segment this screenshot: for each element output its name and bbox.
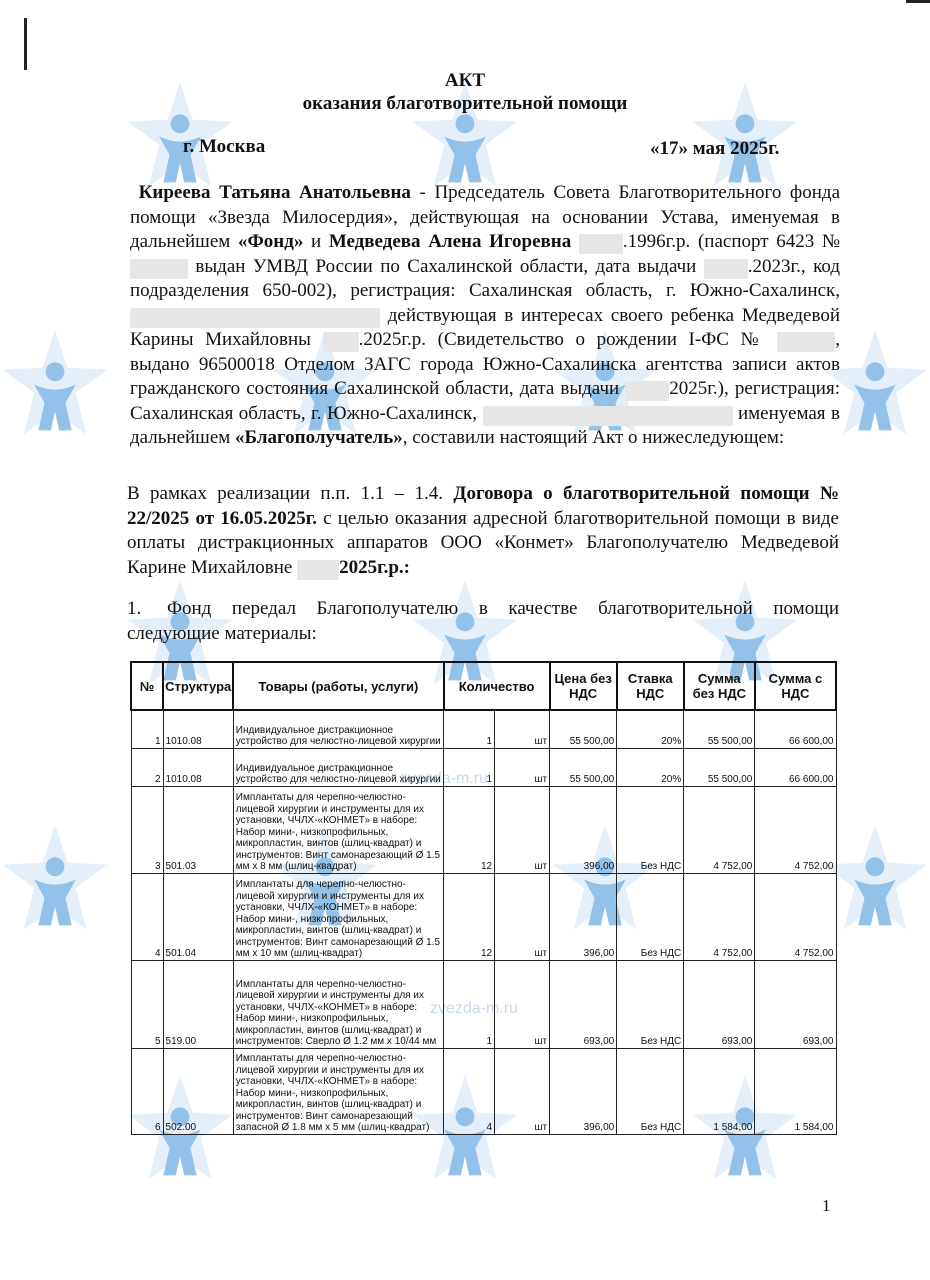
goods-table <box>130 661 837 1135</box>
table-row <box>131 960 836 1048</box>
intro-text: .2023г., код подразделения 650-002), регистрация: Сахалинская область, г. Южно-Сахалинск, <box>130 255 840 301</box>
cell-structure: 519.00 <box>163 960 233 1048</box>
document-subtitle: оказания благотворительной помощи <box>302 93 628 114</box>
intro-text: , выдано 96500018 Отделом ЗАГС города Южно-Сахалинска агентства записи актов гражданского состояния Сахалинской области, дата выдачи <box>130 329 840 399</box>
intro-text: 2025г.), регистрация: Сахалинская область, г. Южно-Сахалинск, <box>130 378 840 424</box>
table-row <box>131 873 836 960</box>
cell-num: 4 <box>131 873 163 960</box>
cell-price: 55 500,00 <box>550 748 617 786</box>
cell-price: 396,00 <box>550 786 617 873</box>
contract-reference: Договора о благотворительной помощи № 22/2025 от 16.05.2025г. <box>127 483 840 529</box>
cell-sum-vat: 66 600,00 <box>755 710 836 748</box>
recipient-alias: «Благополучатель» <box>235 427 403 448</box>
intro-text: .1996г.р. (паспорт 6423 № <box>622 231 840 252</box>
contract-paragraph <box>127 482 839 580</box>
col-header-sum-no-vat: Сумма без НДС <box>684 662 755 710</box>
cell-price: 396,00 <box>550 1048 617 1134</box>
intro-text: именуемая в дальнейшем <box>130 402 840 448</box>
watermark-text: zvezda-m.ru <box>430 1000 519 1017</box>
contract-text: с целью оказания адресной благотворительной помощи в виде оплаты дистракционных аппаратов ООО «Конмет» Благополучателю Медведевой Карине Михайловне <box>127 507 839 578</box>
cell-structure: 502.00 <box>163 1048 233 1134</box>
list-item <box>127 597 839 646</box>
cell-qty: 1 <box>444 960 495 1048</box>
cell-vat-rate: Без НДС <box>617 1048 684 1134</box>
list-item-number: 1. <box>127 598 142 619</box>
redacted-field <box>579 234 623 254</box>
scan-edge-mark <box>24 18 27 70</box>
redacted-field <box>625 381 669 401</box>
cell-num: 3 <box>131 786 163 873</box>
cell-sum-no-vat: 1 584,00 <box>684 1048 755 1134</box>
cell-num: 5 <box>131 960 163 1048</box>
cell-description: Индивидуальное дистракционное устройство для челюстно-лицевой хирургии <box>233 748 443 786</box>
cell-sum-no-vat: 55 500,00 <box>684 748 755 786</box>
cell-qty: 12 <box>444 873 495 960</box>
col-header-goods: Товары (работы, услуги) <box>233 662 443 710</box>
cell-sum-vat: 693,00 <box>755 960 836 1048</box>
cell-structure: 501.04 <box>163 873 233 960</box>
table-row <box>131 710 836 748</box>
cell-qty: 1 <box>444 710 495 748</box>
cell-description: Имплантаты для черепно-челюстно-лицевой хирургии и инструменты для их установки, ЧЧЛХ-«КОНМЕТ» в наборе: Набор мини-, низкопрофильных, микропластин, винтов (шлиц-квадрат) и инструментов: Винт самонарезающий Ø 1.5 мм x 8 мм (шлиц-квадрат) <box>233 786 443 873</box>
cell-vat-rate: Без НДС <box>617 873 684 960</box>
cell-structure: 1010.08 <box>163 748 233 786</box>
cell-vat-rate: Без НДС <box>617 786 684 873</box>
cell-unit: шт <box>495 873 550 960</box>
intro-text: .2025г.р. (Свидетельство о рождении I-ФС № <box>358 329 778 350</box>
contract-text: В рамках реализации п.п. 1.1 – 1.4. <box>127 483 454 504</box>
intro-text: , составили настоящий Акт о нижеследующем: <box>402 427 785 448</box>
recipient-name: Медведева Алена Игоревна <box>328 231 572 252</box>
redacted-field <box>130 308 380 328</box>
cell-price: 55 500,00 <box>550 710 617 748</box>
cell-sum-vat: 66 600,00 <box>755 748 836 786</box>
cell-vat-rate: 20% <box>617 710 684 748</box>
redacted-field <box>323 332 359 352</box>
col-header-price: Цена без НДС <box>550 662 617 710</box>
col-header-rate: Ставка НДС <box>617 662 684 710</box>
cell-sum-vat: 4 752,00 <box>755 873 836 960</box>
intro-text: - Председатель Совета Благотворительного фонда помощи «Звезда Милосердия», действующая на основании Устава, именуемая в дальнейшем <box>130 182 841 252</box>
redacted-field <box>130 259 188 279</box>
table-row <box>131 786 836 873</box>
cell-sum-vat: 4 752,00 <box>755 786 836 873</box>
cell-unit: шт <box>495 786 550 873</box>
redacted-field <box>777 332 835 352</box>
cell-vat-rate: Без НДС <box>617 960 684 1048</box>
redacted-field <box>704 259 748 279</box>
table-row <box>131 748 836 786</box>
cell-price: 693,00 <box>550 960 617 1048</box>
cell-qty: 12 <box>444 786 495 873</box>
star-person-icon <box>0 825 110 940</box>
col-header-structure: Структура <box>163 662 233 710</box>
cell-num: 6 <box>131 1048 163 1134</box>
cell-unit: шт <box>495 748 550 786</box>
cell-num: 1 <box>131 710 163 748</box>
cell-sum-no-vat: 55 500,00 <box>684 710 755 748</box>
document-city: г. Москва <box>183 136 266 157</box>
cell-description: Индивидуальное дистракционное устройство для челюстно-лицевой хирургии <box>233 710 443 748</box>
col-header-num: № <box>131 662 163 710</box>
cell-sum-no-vat: 693,00 <box>684 960 755 1048</box>
cell-unit: шт <box>495 1048 550 1134</box>
document-title: АКТ <box>444 70 486 91</box>
cell-unit: шт <box>495 960 550 1048</box>
watermark-text: zvezda-m.ru <box>400 770 489 787</box>
intro-paragraph <box>130 181 840 451</box>
cell-sum-no-vat: 4 752,00 <box>684 786 755 873</box>
col-header-sum-vat: Сумма с НДС <box>755 662 836 710</box>
redacted-field <box>483 406 733 426</box>
chairman-name: Киреева Татьяна Анатольевна <box>138 182 411 203</box>
col-header-qty: Количество <box>444 662 550 710</box>
cell-description: Имплантаты для черепно-челюстно-лицевой хирургии и инструменты для их установки, ЧЧЛХ-«КОНМЕТ» в наборе: Набор мини-, низкопрофильных, микропластин, винтов (шлиц-квадрат) и инструментов: Винт самонарезающий Ø 1.5 мм x 10 мм (шлиц-квадрат) <box>233 873 443 960</box>
cell-structure: 501.03 <box>163 786 233 873</box>
cell-structure: 1010.08 <box>163 710 233 748</box>
cell-sum-vat: 1 584,00 <box>755 1048 836 1134</box>
contract-text: 2025г.р.: <box>339 556 410 578</box>
cell-description: Имплантаты для черепно-челюстно-лицевой хирургии и инструменты для их установки, ЧЧЛХ-«КОНМЕТ» в наборе: Набор мини-, низкопрофильных, микропластин, винтов (шлиц-квадрат) и инструментов: Винт самонарезающий запасной Ø 1.8 мм x 5 мм (шлиц-квадрат) <box>233 1048 443 1134</box>
table-header-row <box>131 662 836 710</box>
cell-description: Имплантаты для черепно-челюстно-лицевой хирургии и инструменты для их установки, ЧЧЛХ-«КОНМЕТ» в наборе: Набор мини-, низкопрофильных, микропластин, винтов (шлиц-квадрат) и инструментов: Сверло Ø 1.2 мм x 10/44 мм <box>233 960 443 1048</box>
list-item-text: Фонд передал Благополучателю в качестве благотворительной помощи следующие материалы: <box>127 598 839 644</box>
cell-num: 2 <box>131 748 163 786</box>
page-number: 1 <box>822 1196 831 1215</box>
document-date: «17» мая 2025г. <box>650 138 780 159</box>
intro-text: и <box>303 231 329 252</box>
cell-price: 396,00 <box>550 873 617 960</box>
cell-sum-no-vat: 4 752,00 <box>684 873 755 960</box>
cell-vat-rate: 20% <box>617 748 684 786</box>
table-row <box>131 1048 836 1134</box>
intro-text: выдан УМВД России по Сахалинской области, дата выдачи <box>188 255 704 277</box>
cell-qty: 1 <box>444 748 495 786</box>
redacted-field <box>297 560 339 580</box>
intro-text: действующая в интересах своего ребенка Медведевой Карины Михайловны <box>130 304 840 350</box>
corner-mark <box>906 0 930 3</box>
star-person-icon <box>0 330 110 445</box>
cell-qty: 4 <box>444 1048 495 1134</box>
cell-unit: шт <box>495 710 550 748</box>
fund-alias: «Фонд» <box>237 231 304 252</box>
